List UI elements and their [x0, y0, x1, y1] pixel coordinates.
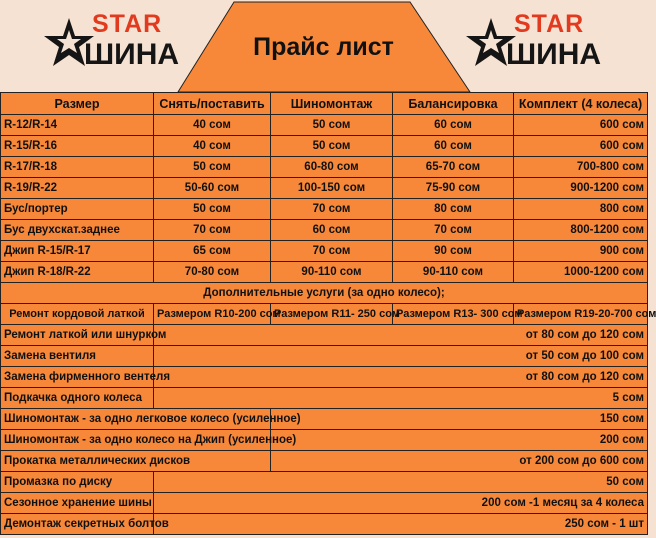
table-row [1, 178, 648, 199]
patch-repair-r10: Размером R10-200 сом [154, 304, 271, 325]
extra-services-title-row [1, 283, 648, 304]
logo-shina-text: ШИНА [506, 38, 602, 71]
cell-size: R-19/R-22 [1, 178, 154, 199]
patch-repair-r13: Размером R13- 300 сом [393, 304, 514, 325]
cell-size: R-15/R-16 [1, 136, 154, 157]
cell-remove-install: 50-60 сом [154, 178, 271, 199]
col-header-set: Комплект (4 колеса) [514, 93, 648, 115]
service-row [1, 493, 648, 514]
cell-balancing: 90-110 сом [393, 262, 514, 283]
service-price: 5 сом [154, 388, 648, 409]
logo-shina-text: ШИНА [84, 38, 180, 71]
service-price: от 200 сом до 600 сом [271, 451, 648, 472]
service-price: 200 сом -1 месяц за 4 колеса [154, 493, 648, 514]
service-row [1, 367, 648, 388]
cell-size: R-17/R-18 [1, 157, 154, 178]
cell-remove-install: 70-80 сом [154, 262, 271, 283]
service-name: Подкачка одного колеса [1, 388, 154, 409]
cell-set: 1000-1200 сом [514, 262, 648, 283]
cell-balancing: 60 сом [393, 115, 514, 136]
service-row [1, 325, 648, 346]
cell-set: 900-1200 сом [514, 178, 648, 199]
logo-right [466, 8, 616, 78]
cell-set: 700-800 сом [514, 157, 648, 178]
cell-remove-install: 50 сом [154, 157, 271, 178]
cell-set: 900 сом [514, 241, 648, 262]
service-price: от 50 сом до 100 сом [154, 346, 648, 367]
table-row [1, 136, 648, 157]
service-name: Шиномонтаж - за одно колесо на Джип (усиленное) [1, 430, 271, 451]
table-row [1, 262, 648, 283]
service-price: 200 сом [271, 430, 648, 451]
extra-services-title: Дополнительные услуги (за одно колесо); [1, 283, 648, 304]
service-name: Сезонное хранение шины [1, 493, 154, 514]
cell-set: 800-1200 сом [514, 220, 648, 241]
col-header-tire-mounting: Шиномонтаж [271, 93, 393, 115]
table-row [1, 199, 648, 220]
cell-balancing: 70 сом [393, 220, 514, 241]
cell-set: 600 сом [514, 136, 648, 157]
cell-tire-mounting: 60-80 сом [271, 157, 393, 178]
table-row [1, 241, 648, 262]
service-price: 150 сом [271, 409, 648, 430]
cell-tire-mounting: 60 сом [271, 220, 393, 241]
cell-remove-install: 50 сом [154, 199, 271, 220]
cell-tire-mounting: 50 сом [271, 115, 393, 136]
col-header-balancing: Балансировка [393, 93, 514, 115]
service-price: 50 сом [154, 472, 648, 493]
patch-repair-r11: Размером R11- 250 сом [271, 304, 393, 325]
cell-size: R-12/R-14 [1, 115, 154, 136]
service-name: Прокатка металлических дисков [1, 451, 271, 472]
col-header-remove-install: Снять/поставить [154, 93, 271, 115]
col-header-size: Размер [1, 93, 154, 115]
patch-repair-r19: Размером R19-20-700 сом [514, 304, 648, 325]
cell-balancing: 60 сом [393, 136, 514, 157]
logo-star-text: STAR [92, 10, 163, 38]
service-row [1, 430, 648, 451]
logo-star-text: STAR [514, 10, 585, 38]
cell-tire-mounting: 50 сом [271, 136, 393, 157]
service-name: Ремонт латкой или шнурком [1, 325, 154, 346]
cell-balancing: 90 сом [393, 241, 514, 262]
logo-left [44, 8, 194, 78]
service-row [1, 514, 648, 535]
cell-tire-mounting: 70 сом [271, 199, 393, 220]
table-row [1, 220, 648, 241]
cell-set: 800 сом [514, 199, 648, 220]
cell-size: Бус двухскат.заднее [1, 220, 154, 241]
price-table [0, 92, 656, 535]
service-name: Демонтаж секретных болтов [1, 514, 154, 535]
service-name: Замена фирменного вентеля [1, 367, 154, 388]
table-row [1, 157, 648, 178]
service-name: Шиномонтаж - за одно легковое колесо (усиленное) [1, 409, 271, 430]
cell-remove-install: 65 сом [154, 241, 271, 262]
service-row [1, 472, 648, 493]
cell-remove-install: 40 сом [154, 115, 271, 136]
service-name: Замена вентиля [1, 346, 154, 367]
cell-remove-install: 70 сом [154, 220, 271, 241]
service-row [1, 451, 648, 472]
cell-balancing: 75-90 сом [393, 178, 514, 199]
cell-tire-mounting: 70 сом [271, 241, 393, 262]
cell-size: Бус/портер [1, 199, 154, 220]
cell-tire-mounting: 90-110 сом [271, 262, 393, 283]
service-price: 250 сом - 1 шт [154, 514, 648, 535]
cell-set: 600 сом [514, 115, 648, 136]
header [0, 0, 647, 92]
service-price: от 80 сом до 120 сом [154, 367, 648, 388]
table-header-row [1, 93, 648, 115]
cell-balancing: 80 сом [393, 199, 514, 220]
cell-size: Джип R-15/R-17 [1, 241, 154, 262]
cell-balancing: 65-70 сом [393, 157, 514, 178]
service-price: от 80 сом до 120 сом [154, 325, 648, 346]
cell-tire-mounting: 100-150 сом [271, 178, 393, 199]
cell-remove-install: 40 сом [154, 136, 271, 157]
table-row [1, 115, 648, 136]
patch-repair-row [1, 304, 648, 325]
service-row [1, 388, 648, 409]
page-title: Прайс лист [253, 33, 394, 61]
cell-size: Джип R-18/R-22 [1, 262, 154, 283]
service-row [1, 409, 648, 430]
service-row [1, 346, 648, 367]
service-name: Промазка по диску [1, 472, 154, 493]
patch-repair-label: Ремонт кордовой латкой [1, 304, 154, 325]
